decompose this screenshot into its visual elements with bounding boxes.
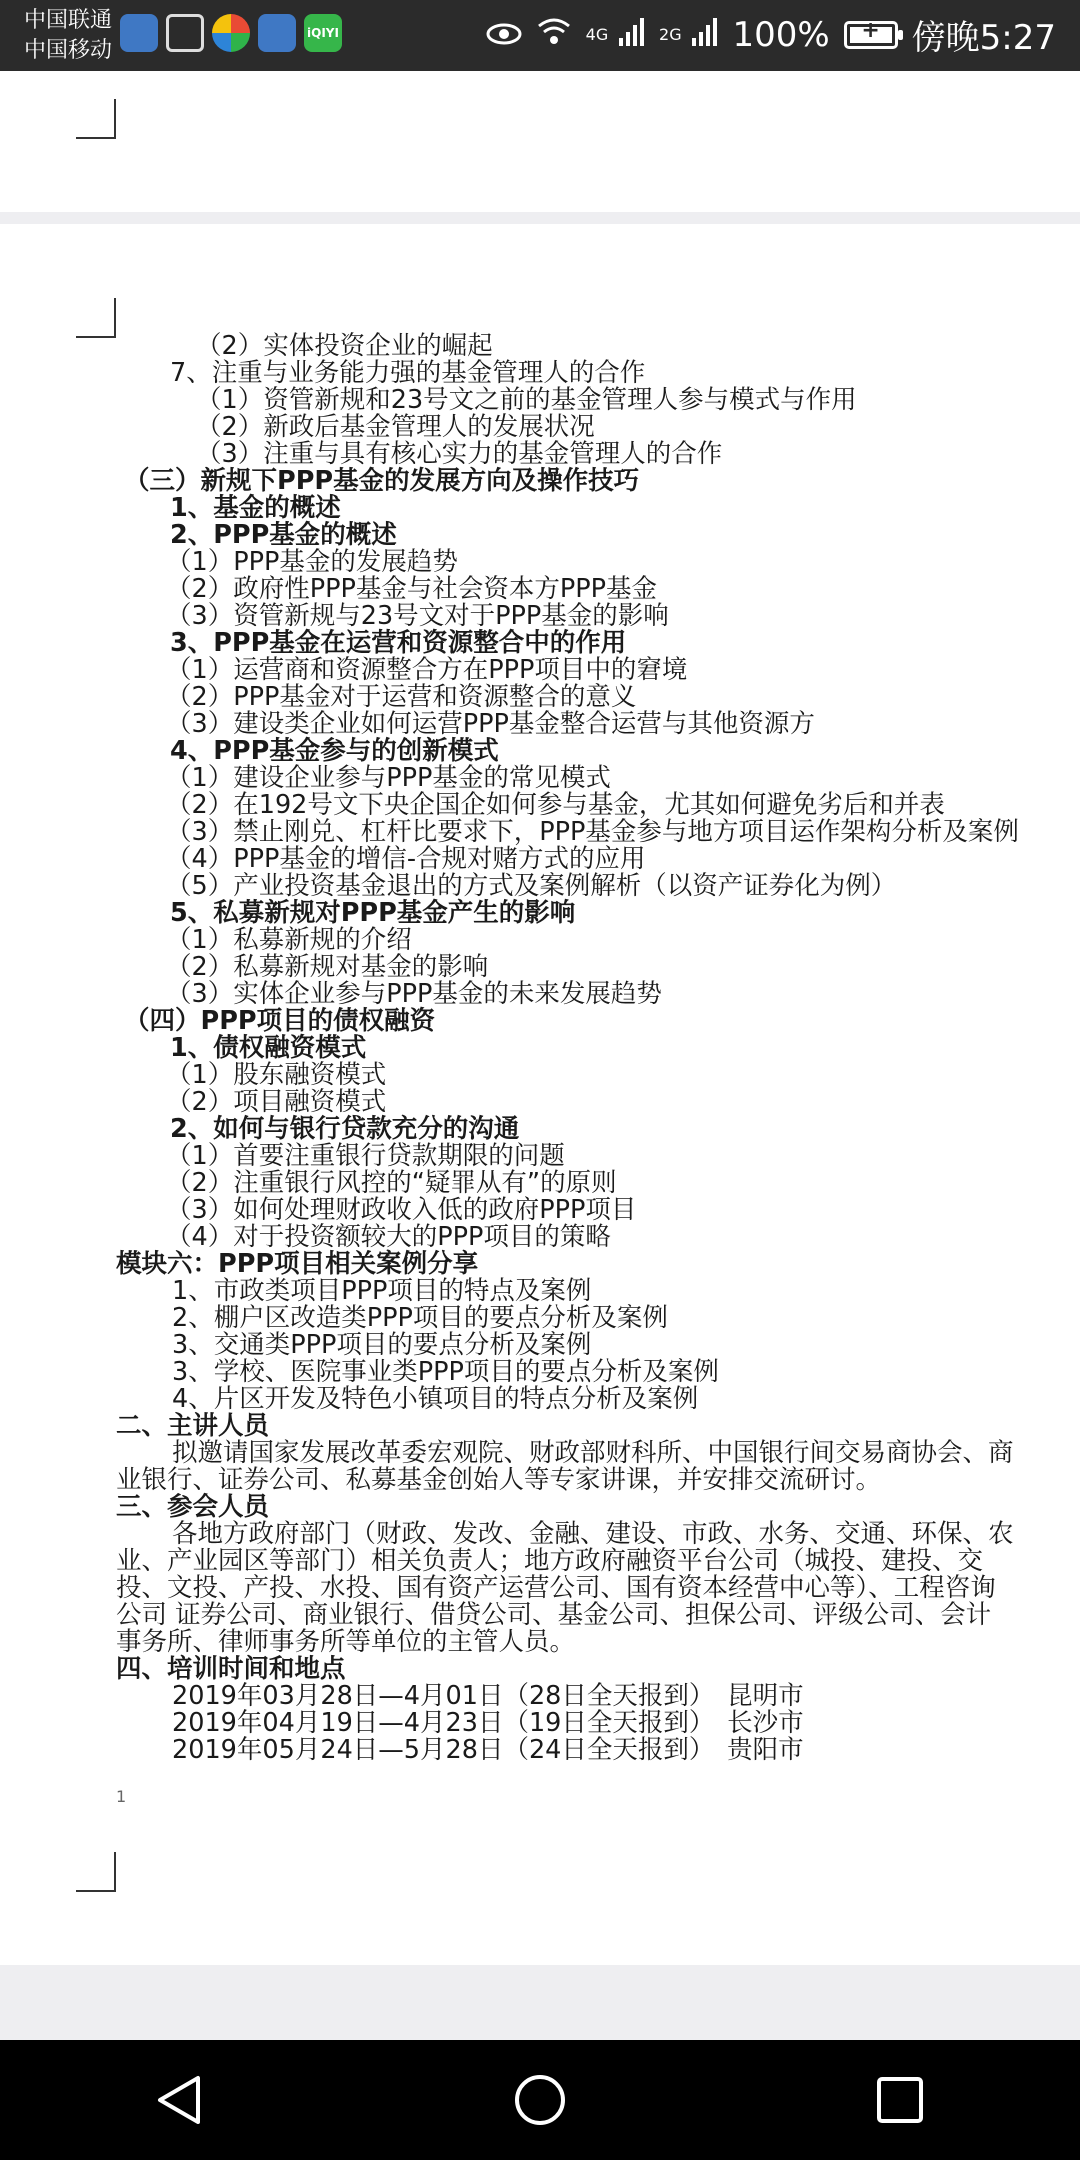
network-4g-label: 4G — [585, 24, 609, 44]
document-page-previous[interactable] — [0, 71, 1080, 212]
status-indicators — [486, 10, 1056, 59]
back-button[interactable] — [140, 2060, 220, 2140]
doc-heading: 模块六：PPP项目相关案例分享 — [116, 1249, 479, 1279]
doc-heading: 四、培训时间和地点 — [116, 1654, 346, 1684]
home-circle-icon — [512, 2072, 568, 2128]
doc-line: （2）私募新规对基金的影响 — [166, 952, 489, 982]
doc-line: 3、交通类PPP项目的要点分析及案例 — [172, 1330, 592, 1360]
doc-heading: 1、基金的概述 — [170, 493, 341, 523]
doc-line: 事务所、律师事务所等单位的主管人员。 — [116, 1627, 576, 1657]
doc-line: （3）实体企业参与PPP基金的未来发展趋势 — [166, 979, 662, 1009]
doc-line: （3）禁止刚兑、杠杆比要求下，PPP基金参与地方项目运作架构分析及案例 — [166, 817, 1019, 847]
iqiyi-app-icon: iQIYI — [304, 14, 342, 52]
recents-square-icon — [872, 2072, 928, 2128]
doc-line: （2）注重银行风控的“疑罪从有”的原则 — [166, 1168, 617, 1198]
page-corner-mark — [76, 1852, 116, 1892]
doc-line: （2）项目融资模式 — [166, 1087, 387, 1117]
doc-line: （2）新政后基金管理人的发展状况 — [196, 412, 595, 442]
doc-line: （1）PPP基金的发展趋势 — [166, 547, 458, 577]
doc-heading: 1、债权融资模式 — [170, 1033, 367, 1063]
photos-app-icon — [212, 14, 250, 52]
home-button[interactable] — [500, 2060, 580, 2140]
navigation-bar — [0, 2040, 1080, 2160]
document-page[interactable] — [0, 224, 1080, 1965]
doc-line: （3）如何处理财政收入低的政府PPP项目 — [166, 1195, 637, 1225]
doc-line: （3）建设类企业如何运营PPP基金整合运营与其他资源方 — [166, 709, 815, 739]
carrier-info — [24, 6, 112, 66]
carrier-1: 中国联通 — [24, 8, 113, 33]
doc-line: （1）建设企业参与PPP基金的常见模式 — [166, 763, 611, 793]
eye-comfort-icon — [486, 15, 522, 55]
carrier-2: 中国移动 — [24, 38, 113, 63]
page-corner-mark — [76, 99, 116, 139]
doc-line: （1）运营商和资源整合方在PPP项目中的窘境 — [166, 655, 688, 685]
battery-icon: + — [844, 21, 898, 49]
document-content — [0, 224, 1080, 1965]
signal-2g-icon — [659, 15, 718, 55]
signal-4g-icon — [586, 15, 645, 55]
doc-line: （3）注重与具有核心实力的基金管理人的合作 — [196, 439, 723, 469]
doc-heading: （三）新规下PPP基金的发展方向及操作技巧 — [124, 466, 640, 496]
doc-line: （1）首要注重银行贷款期限的问题 — [166, 1141, 565, 1171]
doc-line: 业、产业园区等部门）相关负责人；地方政府融资平台公司（城投、建投、交 — [116, 1546, 984, 1576]
doc-heading: 2、PPP基金的概述 — [170, 520, 397, 550]
status-bar — [0, 0, 1080, 71]
doc-heading: 4、PPP基金参与的创新模式 — [170, 736, 499, 766]
doc-line: 各地方政府部门（财政、发改、金融、建设、市政、水务、交通、环保、农 — [172, 1519, 1014, 1549]
doc-heading: 2、如何与银行贷款充分的沟通 — [170, 1114, 520, 1144]
clock: 傍晚5:27 — [911, 18, 1056, 58]
doc-line: 2019年05月24日—5月28日（24日全天报到） 贵阳市 — [172, 1735, 804, 1765]
doc-line: （5）产业投资基金退出的方式及案例解析（以资产证券化为例） — [166, 871, 897, 901]
doc-heading: 5、私募新规对PPP基金产生的影响 — [170, 898, 576, 928]
recents-button[interactable] — [860, 2060, 940, 2140]
doc-line: （3）资管新规与23号文对于PPP基金的影响 — [166, 601, 669, 631]
browser-app-icon — [120, 14, 158, 52]
doc-line: （2）PPP基金对于运营和资源整合的意义 — [166, 682, 637, 712]
notification-icons — [120, 14, 342, 52]
doc-line: （1）股东融资模式 — [166, 1060, 387, 1090]
doc-line: （2）政府性PPP基金与社会资本方PPP基金 — [166, 574, 657, 604]
doc-line: （1）私募新规的介绍 — [166, 925, 412, 955]
page-number: 1 — [116, 1787, 127, 1806]
doc-heading: （四）PPP项目的债权融资 — [124, 1006, 436, 1036]
doc-line: 1、市政类项目PPP项目的特点及案例 — [172, 1276, 592, 1306]
doc-heading: 三、参会人员 — [116, 1492, 270, 1522]
doc-heading: 3、PPP基金在运营和资源整合中的作用 — [170, 628, 627, 658]
doc-line: 业银行、证券公司、私募基金创始人等专家讲课，并安排交流研讨。 — [116, 1465, 882, 1495]
doc-line: （2）实体投资企业的崛起 — [196, 331, 493, 361]
browser-app-icon — [258, 14, 296, 52]
battery-percent: 100% — [732, 14, 830, 55]
doc-line: 4、片区开发及特色小镇项目的特点分析及案例 — [172, 1384, 699, 1414]
doc-line: 2019年03月28日—4月01日（28日全天报到） 昆明市 — [172, 1681, 804, 1711]
doc-line: 7、注重与业务能力强的基金管理人的合作 — [170, 358, 646, 388]
doc-line: 拟邀请国家发展改革委宏观院、财政部财科所、中国银行间交易商协会、商 — [172, 1438, 1014, 1468]
doc-line: 投、文投、产投、水投、国有资产运营公司、国有资本经营中心等）、工程咨询 — [116, 1573, 996, 1603]
doc-line: （2）在192号文下央企国企如何参与基金，尤其如何避免劣后和并表 — [166, 790, 945, 820]
doc-line: （1）资管新规和23号文之前的基金管理人参与模式与作用 — [196, 385, 857, 415]
wifi-icon — [536, 15, 572, 55]
doc-line: （4）对于投资额较大的PPP项目的策略 — [166, 1222, 611, 1252]
doc-line: 公司 证券公司、商业银行、借贷公司、基金公司、担保公司、评级公司、会计 — [116, 1600, 992, 1630]
doc-heading: 二、主讲人员 — [116, 1411, 270, 1441]
back-triangle-icon — [152, 2072, 208, 2128]
doc-line: 2019年04月19日—4月23日（19日全天报到） 长沙市 — [172, 1708, 804, 1738]
doc-line: 3、学校、医院事业类PPP项目的要点分析及案例 — [172, 1357, 719, 1387]
doc-line: 2、棚户区改造类PPP项目的要点分析及案例 — [172, 1303, 668, 1333]
doc-line: （4）PPP基金的增信-合规对赌方式的应用 — [166, 844, 646, 874]
security-shield-icon — [166, 14, 204, 52]
network-2g-label: 2G — [659, 24, 682, 44]
